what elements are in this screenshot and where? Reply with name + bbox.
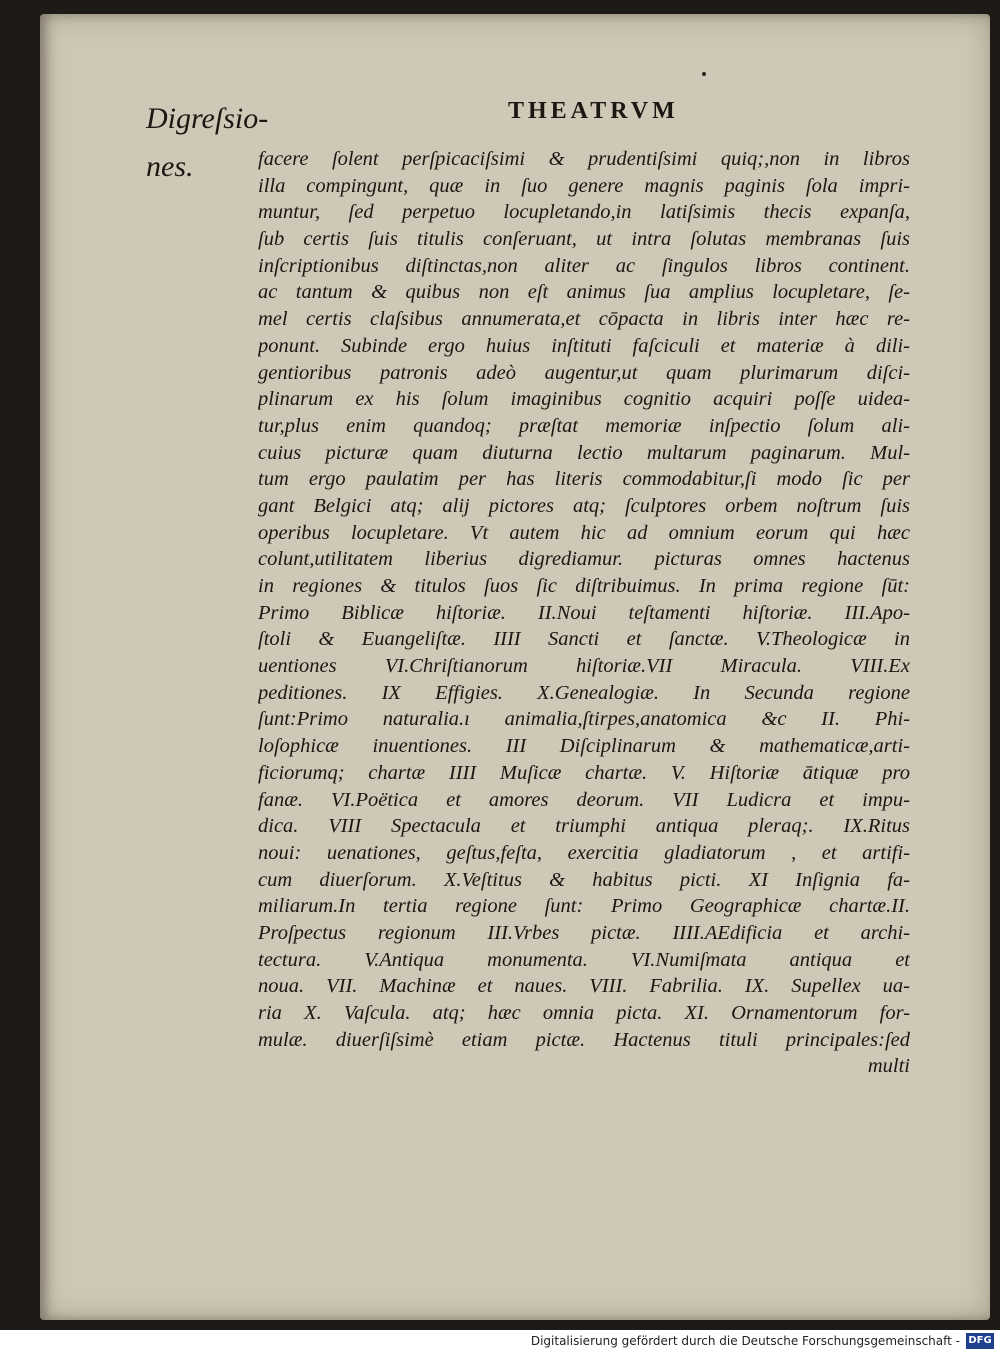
footer-credit: Digitalisierung gefördert durch die Deutsche Forschungsgemeinschaft - xyxy=(530,1334,960,1348)
body-line: tum ergo paulatim per has literis commodabitur,ſi modo ſic per xyxy=(258,468,910,491)
body-line: illa compingunt, quæ in ſuo genere magnis paginis ſola impri- xyxy=(258,174,910,197)
body-line: inſcriptionibus diſtinctas,non aliter ac ſingulos libros continent. xyxy=(258,254,910,277)
body-line: mel certis claſsibus annumerata,et cōpacta in libris inter hæc re- xyxy=(258,308,910,331)
body-line: Proſpectus regionum III.Vrbes pictæ. IIII.AEdificia et archi- xyxy=(258,921,910,944)
body-line: loſophicæ inuentiones. III Diſciplinarum & mathematicæ,arti- xyxy=(258,735,910,758)
body-line: mulæ. diuerſiſsimè etiam pictæ. Hactenus tituli principales:ſed xyxy=(258,1028,910,1051)
body-line: ac tantum & quibus non eſt animus ſua amplius locupletare, ſe- xyxy=(258,281,910,304)
running-head: THEATRVM xyxy=(508,98,679,124)
body-line: fanæ. VI.Poëtica et amores deorum. VII Ludicra et impu- xyxy=(258,788,910,811)
body-text xyxy=(258,146,910,1080)
body-line: ficiorumq; chartæ IIII Muſicæ chartæ. V. Hiſtoriæ ātiquæ pro xyxy=(258,761,910,784)
body-line: cuius picturæ quam diuturna lectio multarum paginarum. Mul- xyxy=(258,441,910,464)
body-line: ſunt:Primo naturalia.ı animalia,ſtirpes,anatomica &c II. Phi- xyxy=(258,708,910,731)
body-line: ria X. Vaſcula. atq; hæc omnia picta. XI. Ornamentorum for- xyxy=(258,1002,910,1024)
margin-note-line: nes. xyxy=(146,150,194,183)
body-line: noui: uenationes, geſtus,feſta, exercitia gladiatorum , et artifi- xyxy=(258,841,910,864)
body-line: peditiones. IX Effigies. X.Genealogiæ. In Secunda regione xyxy=(258,681,910,704)
body-line: noua. VII. Machinæ et naues. VIII. Fabrilia. IX. Supellex ua- xyxy=(258,975,910,998)
body-line: gant Belgici atq; alij pictores atq; ſculptores orbem noſtrum ſuis xyxy=(258,494,910,517)
body-line: colunt,utilitatem liberius digrediamur. picturas omnes hactenus xyxy=(258,548,910,571)
body-line: multi xyxy=(867,1055,910,1078)
body-line: miliarum.In tertia regione ſunt: Primo Geographicæ chartæ.II. xyxy=(258,895,910,918)
body-line: tectura. V.Antiqua monumenta. VI.Numiſmata antiqua et xyxy=(258,948,910,971)
body-line: uentiones VI.Chriſtianorum hiſtoriæ.VII Miracula. VIII.Ex xyxy=(258,655,910,678)
body-line: gentioribus patronis adeò augentur,ut quam plurimarum diſci- xyxy=(258,361,910,384)
ink-speck xyxy=(702,72,706,76)
body-line: muntur, ſed perpetuo locupletando,in latiſsimis thecis expanſa, xyxy=(258,201,910,224)
body-line: ponunt. Subinde ergo huius inſtituti faſciculi et materiæ à dili- xyxy=(258,334,910,357)
body-line: operibus locupletare. Vt autem hic ad omnium eorum qui hæc xyxy=(258,521,910,544)
body-line: tur,plus enim quandoq; præſtat memoriæ inſpectio ſolum ali- xyxy=(258,414,910,437)
body-line: plinarum ex his ſolum imaginibus cognitio acquiri poſſe uidea- xyxy=(258,388,910,411)
body-line: ſtoli & Euangeliſtæ. IIII Sancti et ſanctæ. V.Theologicæ in xyxy=(258,628,910,651)
body-line: Primo Biblicæ hiſtoriæ. II.Noui teſtamenti hiſtoriæ. III.Apo- xyxy=(258,601,910,624)
dfg-logo: DFG xyxy=(966,1333,994,1349)
body-line: cum diuerſorum. X.Veſtitus & habitus picti. XI Inſignia fa- xyxy=(258,868,910,891)
body-line: dica. VIII Spectacula et triumphi antiqua pleraq;. IX.Ritus xyxy=(258,815,910,838)
body-line: ſub certis ſuis titulis conſeruant, ut intra ſolutas membranas ſuis xyxy=(258,228,910,251)
body-line: facere ſolent perſpicaciſsimi & prudentiſsimi quiq;,non in libros xyxy=(258,148,910,170)
margin-note-line: Digreſsio- xyxy=(146,102,269,135)
footer xyxy=(0,1330,1000,1354)
body-line: in regiones & titulos ſuos ſic diſtribuimus. In prima regione ſūt: xyxy=(258,575,910,597)
